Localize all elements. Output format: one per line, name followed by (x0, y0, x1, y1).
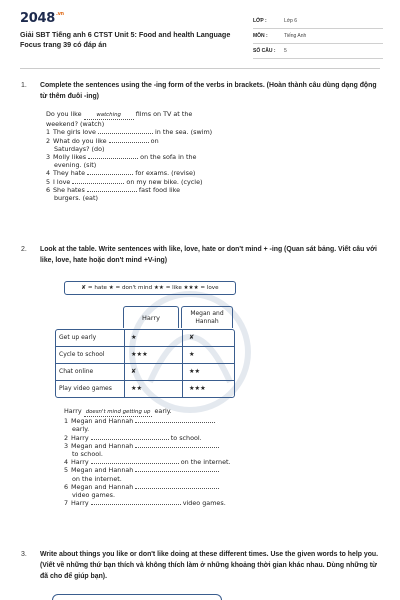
item-text: Megan and Hannah (71, 417, 134, 426)
item-text: fast food like (138, 185, 181, 194)
meta-value: 5 (284, 48, 287, 54)
item-number: 3 (64, 441, 69, 450)
item-number: 2 (64, 433, 69, 442)
item-text: Harry (71, 458, 89, 467)
exercise-1 (46, 110, 256, 202)
question-3-text: Write about things you like or don't like doing at these different times. Use the given words to help you. (Viết về những thứ bạn thích và không thích làm ở những khoảng thời gian khác nhau. Dùng những từ đã cho để giúp bạn). (40, 551, 379, 580)
item-text: on the internet. (180, 458, 231, 467)
row-label: Chat online (59, 368, 94, 375)
item-number: 6 (46, 185, 51, 194)
logo-text: 2048 (20, 11, 55, 26)
question-1-text: Complete the sentences using the -ing form of the verbs in brackets. (Hoàn thành câu dùng dạng động từ thêm đuôi -ing) (40, 82, 377, 100)
item-text: on the sofa in the (140, 153, 197, 162)
item-number: 4 (46, 169, 51, 178)
answer-blank[interactable] (135, 442, 219, 448)
meta-row-class (253, 14, 383, 29)
exercise-2 (64, 407, 284, 507)
meta-table (253, 14, 383, 59)
harry-rating: ★★★ (124, 347, 181, 363)
harry-rating: ★★ (124, 381, 181, 397)
item-text: The girls love (53, 128, 96, 137)
item-text: Harry (71, 499, 89, 508)
answer-blank[interactable] (91, 458, 179, 464)
row-label: Cycle to school (59, 351, 105, 358)
item-text: Megan and Hannah (71, 441, 134, 450)
item-continuation: video games. (72, 491, 115, 500)
meta-key: SỐ CÂU : (253, 48, 276, 54)
item-continuation: early. (72, 425, 90, 434)
example-text: early. (154, 407, 172, 415)
site-logo[interactable] (20, 11, 64, 26)
item-text: What do you like (53, 136, 107, 145)
logo-suffix: .vn (55, 11, 64, 17)
answer-blank[interactable] (91, 499, 181, 505)
exercise-item (46, 153, 256, 161)
exercise-item (64, 458, 284, 466)
megan-rating: ★★★ (182, 381, 234, 397)
item-text: on my new bike. (cycle) (126, 177, 203, 186)
item-text: video games. (182, 499, 226, 508)
question-1-number: 1. (21, 82, 27, 89)
table-row (56, 347, 234, 364)
meta-value: Tiếng Anh (284, 33, 307, 39)
item-number: 5 (46, 177, 51, 186)
item-number: 6 (64, 482, 69, 491)
answer-blank[interactable] (109, 137, 149, 143)
exercise-item (46, 128, 256, 136)
answer-blank[interactable] (135, 417, 215, 423)
megan-rating: ✘ (182, 330, 234, 346)
item-continuation: to school. (72, 450, 103, 459)
item-continuation: on the internet. (72, 474, 122, 483)
item-text: for exams. (revise) (135, 169, 196, 178)
meta-value: Lớp 6 (284, 18, 298, 24)
item-number: 1 (64, 417, 69, 426)
item-continuation: burgers. (eat) (54, 194, 98, 203)
item-continuation: Saturdays? (do) (54, 144, 105, 153)
row-label: Get up early (59, 334, 97, 341)
word-box (52, 594, 222, 600)
item-number: 4 (64, 458, 69, 467)
item-text: Megan and Hannah (71, 466, 134, 475)
header-divider (20, 68, 380, 69)
exercise-item (64, 434, 284, 442)
item-continuation: evening. (sit) (54, 161, 97, 170)
row-label: Play video games (59, 385, 112, 392)
item-text: to school. (170, 433, 202, 442)
table-row (56, 330, 234, 347)
preferences-table (55, 306, 235, 398)
item-text: Molly likes (53, 153, 87, 162)
column-header-megan-hannah: Megan and Hannah (181, 306, 233, 328)
megan-rating: ★ (182, 347, 234, 363)
item-text: I love (53, 177, 71, 186)
answer-blank[interactable] (72, 178, 124, 184)
page-header (0, 0, 400, 66)
example-text: films on TV at the (135, 110, 193, 118)
table-row (56, 364, 234, 381)
item-number: 5 (64, 466, 69, 475)
item-number: 2 (46, 136, 51, 145)
answer-blank[interactable] (98, 128, 153, 134)
example-line (64, 407, 284, 417)
harry-rating: ★ (124, 330, 181, 346)
table-body (55, 329, 235, 398)
exercise-item (64, 417, 284, 425)
harry-rating: ✘ (124, 364, 181, 380)
exercise-item (64, 442, 284, 450)
item-text: Harry (71, 433, 89, 442)
item-number: 3 (46, 153, 51, 162)
exercise-item (64, 483, 284, 491)
item-text: Megan and Hannah (71, 482, 134, 491)
exercise-item (46, 169, 256, 177)
exercise-item (46, 186, 256, 194)
answer-blank[interactable] (135, 483, 219, 489)
column-header-harry: Harry (123, 306, 179, 328)
example-line-cont: weekend? (watch) (46, 120, 105, 129)
example-answer: watching (84, 111, 134, 120)
item-number: 1 (46, 128, 51, 137)
item-text: on (150, 136, 159, 145)
answer-blank[interactable] (135, 466, 219, 472)
megan-rating: ★★ (182, 364, 234, 380)
exercise-item (46, 178, 256, 186)
example-answer: doesn't mind getting up (84, 408, 153, 417)
example-line (46, 110, 256, 120)
example-text: Do you like (46, 110, 82, 118)
item-text: They hate (53, 169, 86, 178)
question-2-text: Look at the table. Write sentences with like, love, hate or don't mind + -ing (Quan sát bảng. Viết câu với like, love, hate hoặc don't mind +V-ing) (40, 246, 377, 264)
item-number: 7 (64, 499, 69, 508)
item-text: in the sea. (swim) (155, 128, 213, 137)
meta-key: LỚP : (253, 18, 267, 24)
example-text: Harry (64, 407, 82, 415)
exercise-item (64, 499, 284, 507)
exercise-item (64, 466, 284, 474)
answer-blank[interactable] (88, 153, 138, 159)
exercise-item (46, 137, 256, 145)
meta-row-subject (253, 29, 383, 44)
item-text: She hates (53, 185, 85, 194)
table-row (56, 381, 234, 398)
question-2-number: 2. (21, 246, 27, 253)
answer-blank[interactable] (91, 434, 169, 440)
meta-row-count (253, 44, 383, 59)
question-3-number: 3. (21, 551, 27, 558)
meta-key: MÔN : (253, 33, 268, 39)
answer-blank[interactable] (87, 186, 137, 192)
answer-blank[interactable] (87, 169, 133, 175)
document-title: Giải SBT Tiếng anh 6 CTST Unit 5: Food and health Language Focus trang 39 có đáp án (20, 30, 231, 49)
rating-legend: ✘ = hate ★ = don't mind ★★ = like ★★★ = love (64, 281, 236, 295)
